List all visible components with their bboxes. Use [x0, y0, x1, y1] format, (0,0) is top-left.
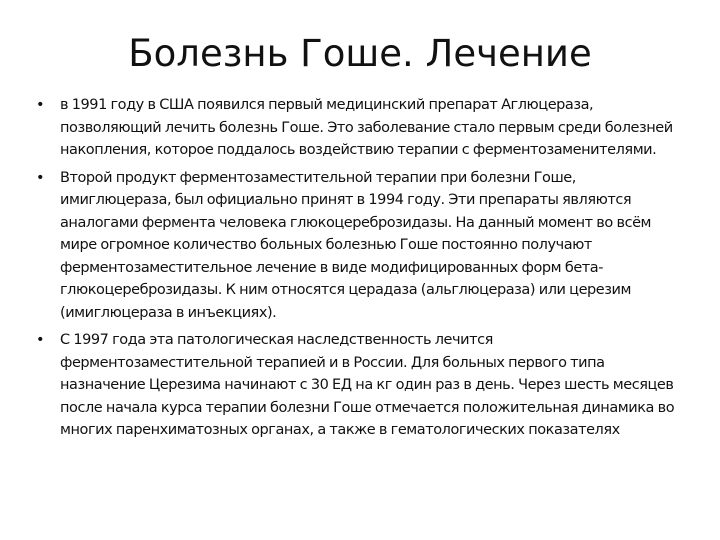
bullet-text: Второй продукт ферментозаместительной терапии при болезни Гоше, имиглюцераза, был официально принят в 1994 году. Эти препараты являются аналогами фермента человека глюкоцереброзидазы. На данный момент во всём мире огромное количество больных болезнью Гоше постоянно получают ферментозаместительное лечение в виде модифицированных форм бета-глюкоцереброзидазы. К ним относятся церадаза (альглюцераза) или церезим (имиглюцераза в инъекциях). — [60, 169, 652, 321]
bullet-icon: • — [36, 97, 45, 113]
list-item — [36, 329, 686, 442]
list-item — [36, 167, 686, 325]
bullet-icon: • — [36, 169, 45, 186]
list-item — [36, 94, 686, 162]
bullet-text: С 1997 года эта патологическая наследственность лечится ферментозаместительной терапией и в России. Для больных первого типа назначение Церезима начинают с 30 ЕД на кг один раз в день. Через шесть месяцев после начала курса терапии болезни Гоше отмечается положительная динамика во многих паренхиматозных органах, а также в гематологических показателях — [60, 332, 675, 438]
bullet-icon: • — [36, 332, 45, 348]
bullet-text: в 1991 году в США появился первый медицинский препарат Аглюцераза, позволяющий лечить болезнь Гоше. Это заболевание стало первым среди болезней накопления, которое поддалось воздействию терапии с ферментозаменителями. — [60, 97, 673, 158]
bullet-list — [36, 94, 686, 447]
slide-title: Болезнь Гоше. Лечение — [128, 32, 592, 75]
